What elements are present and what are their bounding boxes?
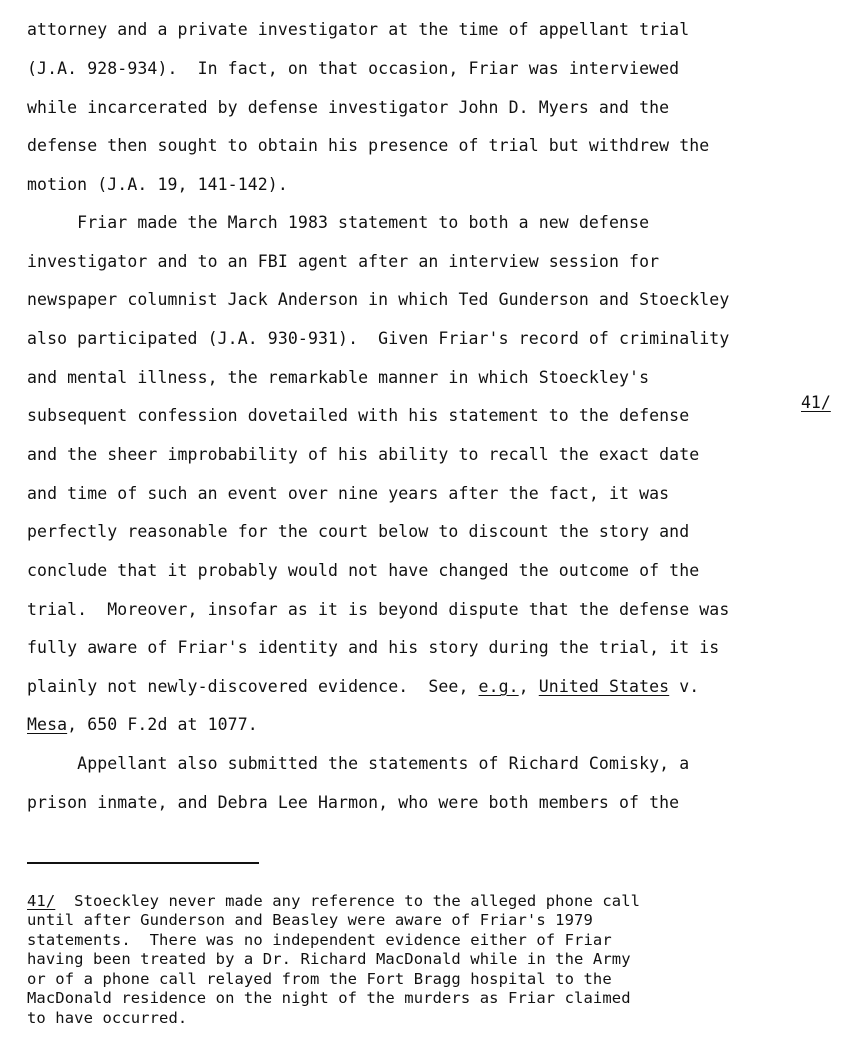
citation-eg: e.g. (478, 677, 519, 696)
body-line: and time of such an event over nine years after the fact, it was (27, 484, 670, 503)
citation-v: v. (669, 677, 700, 696)
body-line: and the sheer improbability of his ability to recall the exact date (27, 445, 700, 464)
body-line: perfectly reasonable for the court below to discount the story and (27, 522, 690, 541)
footnote-line-first (27, 892, 640, 910)
body-line-citation (27, 677, 699, 697)
citation-reporter: , 650 F.2d at 1077. (67, 715, 258, 734)
body-line: trial. Moreover, insofar as it is beyond dispute that the defense was (27, 600, 730, 619)
footnote-line: until after Gunderson and Beasley were aware of Friar's 1979 (27, 911, 593, 929)
footnote-separator (27, 862, 259, 864)
footnote-reference: 41/ (801, 393, 831, 412)
body-line: and mental illness, the remarkable manner in which Stoeckley's (27, 368, 650, 387)
footnote-line: having been treated by a Dr. Richard MacDonald while in the Army (27, 950, 631, 968)
body-line: Appellant also submitted the statements of Richard Comisky, a (27, 754, 690, 773)
body-line: fully aware of Friar's identity and his story during the trial, it is (27, 638, 720, 657)
body-line: Friar made the March 1983 statement to both a new defense (27, 213, 650, 232)
footnote-marker: 41/ (27, 892, 56, 910)
footnote-line: or of a phone call relayed from the Fort Bragg hospital to the (27, 970, 612, 988)
footnote-line: MacDonald residence on the night of the murders as Friar claimed (27, 989, 631, 1007)
footnote-text: Stoeckley never made any reference to the alleged phone call (55, 892, 641, 910)
citation-mesa: Mesa (27, 715, 68, 734)
body-line: motion (J.A. 19, 141-142). (27, 175, 288, 194)
body-line: newspaper columnist Jack Anderson in which Ted Gunderson and Stoeckley (27, 290, 730, 309)
body-line: investigator and to an FBI agent after an interview session for (27, 252, 660, 271)
body-line: (J.A. 928-934). In fact, on that occasion, Friar was interviewed (27, 59, 680, 78)
body-line: conclude that it probably would not have changed the outcome of the (27, 561, 700, 580)
body-line: attorney and a private investigator at the time of appellant trial (27, 20, 690, 39)
footnote-line: statements. There was no independent evidence either of Friar (27, 931, 612, 949)
body-line: prison inmate, and Debra Lee Harmon, who were both members of the (27, 793, 680, 812)
footnote-line: to have occurred. (27, 1009, 188, 1027)
body-line: while incarcerated by defense investigator John D. Myers and the (27, 98, 670, 117)
citation-comma: , (518, 677, 539, 696)
body-line: defense then sought to obtain his presence of trial but withdrew the (27, 136, 710, 155)
body-line-citation-2 (27, 715, 258, 735)
citation-prefix: plainly not newly-discovered evidence. See, (27, 677, 479, 696)
body-line: subsequent confession dovetailed with his statement to the defense (27, 406, 690, 425)
body-line: also participated (J.A. 930-931). Given Friar's record of criminality (27, 329, 730, 348)
citation-case-name: United States (538, 677, 670, 696)
